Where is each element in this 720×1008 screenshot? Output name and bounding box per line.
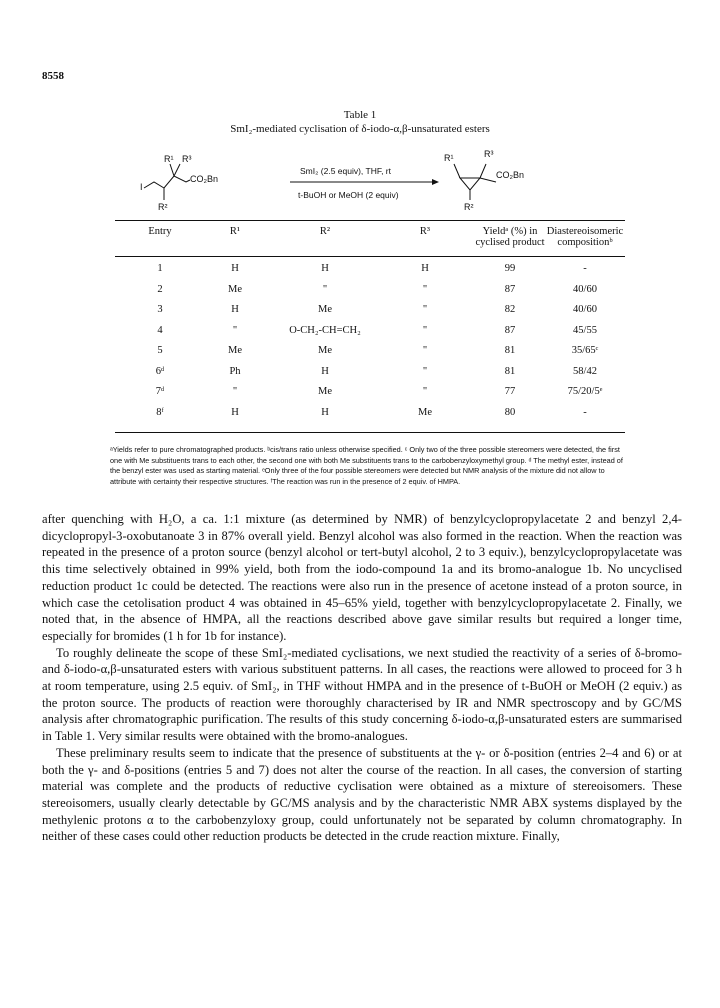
cell-entry: 6ᵈ	[155, 365, 165, 377]
table-row	[115, 284, 625, 302]
product-structure	[454, 164, 496, 200]
cell-r1: Ph	[229, 365, 241, 377]
cell-r2: O-CH₂-CH=CH₂	[289, 324, 361, 336]
table-header	[115, 224, 625, 256]
starting-material-structure	[144, 164, 190, 200]
cell-r2: Me	[318, 304, 332, 315]
cell-r3: "	[422, 386, 428, 397]
header-composition	[540, 226, 630, 248]
cell-r3: "	[422, 304, 428, 315]
cell-composition: 45/55	[573, 324, 597, 336]
body-text	[42, 511, 682, 845]
cell-r3: H	[421, 263, 429, 274]
cell-composition: 58/42	[573, 365, 597, 377]
header-r3: R³	[419, 226, 431, 237]
sm-iodo-label: I	[140, 182, 143, 192]
table-heading	[0, 108, 720, 136]
cell-yield: 77	[504, 386, 516, 397]
product-r2-label: R²	[464, 202, 474, 212]
product-r3-label: R³	[484, 149, 494, 159]
table-caption: SmI₂-mediated cyclisation of δ-iodo-α,β-unsaturated esters	[230, 123, 490, 135]
table-row	[115, 407, 625, 425]
cell-composition: 40/60	[573, 304, 597, 315]
cell-entry: 7ᵈ	[155, 386, 165, 397]
header-r1: R¹	[229, 226, 241, 237]
table-header-rule	[115, 256, 625, 257]
cell-r2: Me	[318, 386, 332, 397]
table-row	[115, 263, 625, 281]
paragraph-2: To roughly delineate the scope of these SmI₂-mediated cyclisations, we next studied the reactivity of a series of δ-bromo- and δ-iodo-α,β-unsaturated esters with various substituent patterns. In all cases, the reactions were allowed to proceed for 3 h at room temperature, using 2.5 equiv. of SmI₂, in THF without HMPA and in the presence of t-BuOH or MeOH (2 equiv.) as the proton source. The products of reaction were thoroughly characterised by IR and NMR spectroscopy and by GC/MS analysis after chromatographic purification. The results of this study concerning δ-iodo-α,β-unsaturated esters are summarised in Table 1. Very similar results were obtained with the bromo-analogues.	[42, 645, 682, 744]
cell-yield: 80	[504, 406, 516, 418]
sm-r2-label: R²	[158, 202, 168, 212]
reagent-top-label: SmI₂ (2.5 equiv), THF, rt	[300, 166, 391, 176]
table-row	[115, 345, 625, 363]
cell-r2: Me	[318, 345, 332, 356]
cell-yield: 82	[504, 304, 516, 315]
cell-r1: H	[231, 263, 239, 274]
header-yield-line2: cyclised product	[475, 237, 545, 248]
header-entry: Entry	[148, 226, 172, 237]
cell-r1: H	[231, 406, 239, 418]
header-r2: R²	[319, 226, 331, 237]
cell-composition: 75/20/5ᵉ	[567, 386, 603, 397]
cell-r3: Me	[418, 406, 432, 418]
table-row	[115, 366, 625, 384]
cell-entry: 2	[157, 283, 163, 295]
cell-r2: H	[321, 406, 329, 418]
cell-composition: 40/60	[573, 283, 597, 295]
cell-r3: "	[422, 283, 428, 295]
reaction-scheme	[140, 148, 620, 213]
cell-yield: 81	[504, 345, 516, 356]
cell-r1: Me	[228, 345, 242, 356]
cell-composition: 35/65ᶜ	[571, 345, 599, 356]
sm-r3-label: R³	[182, 154, 192, 164]
table-bottom-rule	[115, 432, 625, 433]
cell-r1: Me	[228, 283, 242, 295]
cell-yield: 81	[504, 365, 516, 377]
cell-entry: 5	[157, 345, 163, 356]
table-label: Table 1	[343, 109, 377, 121]
sm-r1-label: R¹	[164, 154, 174, 164]
reagent-bottom-label: t-BuOH or MeOH (2 equiv)	[298, 190, 399, 200]
cell-yield: 87	[504, 283, 516, 295]
header-composition-line2: compositionᵇ	[557, 237, 613, 248]
cell-entry: 4	[157, 324, 163, 336]
product-r1-label: R¹	[444, 153, 454, 163]
page-number: 8558	[42, 70, 64, 82]
header-yield-line1: Yieldᵃ (%) in	[482, 226, 538, 237]
table-footnotes: ᵃYields refer to pure chromatographed products. ᵇcis/trans ratio unless otherwise specified. ᶜ Only two of the three possible stereomers were detected, the first one with Me substituents trans to each other, the second one with both Me substituents trans to the carbobenzyloxymethyl group. ᵈ The methyl ester, instead of the benzyl ester was used as starting material. ᵉOnly three of the four possible stereomers were detected but NMR analysis of the mixture did not allow to attribute with certainty their respective structures. ᶠThe reaction was run in the presence of 2 equiv. of HMPA.	[110, 445, 623, 486]
header-composition-line1: Diastereoisomeric	[546, 226, 624, 237]
paragraph-1: after quenching with H₂O, a ca. 1:1 mixture (as determined by NMR) of benzylcyclopropylacetate 2 and benzyl 2,4-dicyclopropyl-3-oxobutanoate 3 in 87% overall yield. Benzyl alcohol was also formed in the reaction. When the reaction was repeated in the presence of a proton source (benzyl alcohol or tert-butyl alcohol, 2 to 3 equiv.), benzylcyclopropylacetate was this time selectively obtained in 99% yield, both from the iodo-compound 1a and its bromo-analogue 1b. No uncyclised reduction product 1c could be detected. The reactions were also run in the presence of acetone instead of a proton source, in which case the cetolisation product 4 was obtained in 45–65% yield, together with benzylcyclopropylacetate 2. Finally, we noted that, in the absence of HMPA, all the reactions described above gave similar results but required a longer time, especially for bromides (1 h for 1b for instance).	[42, 512, 682, 643]
cell-r1: "	[232, 386, 238, 397]
cell-r3: "	[422, 345, 428, 356]
cell-entry: 8ᶠ	[156, 406, 164, 418]
cell-r3: "	[422, 324, 428, 336]
cell-r2: H	[321, 365, 329, 377]
table-top-rule	[115, 220, 625, 221]
cell-composition: -	[583, 263, 587, 274]
cell-entry: 3	[157, 304, 163, 315]
table-row	[115, 386, 625, 404]
cell-r2: H	[321, 263, 329, 274]
product-ester-label: CO₂Bn	[496, 170, 525, 180]
table-row	[115, 304, 625, 322]
cell-r3: "	[422, 365, 428, 377]
cell-r1: H	[231, 304, 239, 315]
cell-r1: "	[232, 324, 238, 336]
cell-yield: 99	[504, 263, 516, 274]
reaction-arrowhead	[432, 179, 439, 185]
cell-entry: 1	[157, 263, 163, 274]
cell-yield: 87	[504, 324, 516, 336]
table-row	[115, 325, 625, 343]
sm-ester-label: CO₂Bn	[190, 174, 219, 184]
cell-composition: -	[583, 406, 587, 418]
paragraph-3: These preliminary results seem to indicate that the presence of substituents at the γ- or δ-position (entries 2–4 and 6) or at both the γ- and δ-positions (entries 5 and 7) does not alter the course of the reaction. In all cases, the conversion of starting material was complete and the products of reductive cyclisation were obtained as a mixture of stereoisomers. These stereoisomers, usually clearly detectable by GC/MS analysis and by the characteristic NMR ABX systems displayed by the methylenic protons α to the carbobenzyloxy group, could unfortunately not be separated by column chromatography. In neither of these cases could other reduction products be detected in the crude reaction mixture. Finally,	[42, 745, 682, 844]
cell-r2: "	[322, 283, 328, 295]
